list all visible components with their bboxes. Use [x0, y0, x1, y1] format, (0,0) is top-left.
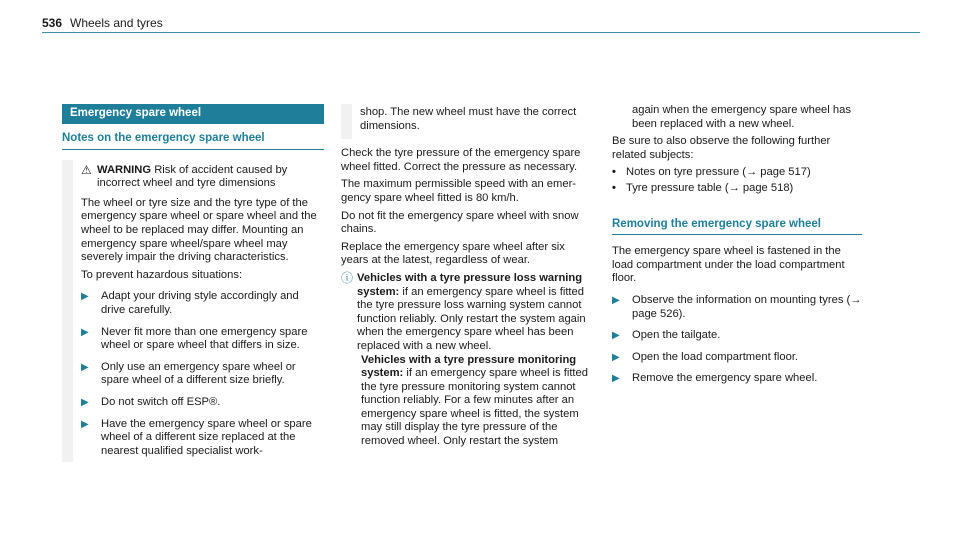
warning-text: Risk of accident caused by incorrect wheel and tyre dimensions [97, 163, 288, 190]
step-arrow-icon: ▶ [81, 418, 89, 430]
paragraph: Do not fit the emergency spare wheel with snow chains. [341, 209, 579, 236]
section-title-bar: Emergency spare wheel [62, 104, 324, 124]
header-rule [42, 32, 920, 33]
warning-step: ▶ Adapt your driving style accordingly and drive carefully. [81, 290, 299, 316]
running-header: Wheels and tyres [70, 16, 163, 30]
column-3 [612, 104, 862, 386]
list-item[interactable]: • Tyre pressure table (→ page 518) [612, 181, 794, 194]
warning-box [62, 160, 324, 463]
step-arrow-icon: ▶ [81, 361, 89, 373]
step-arrow-icon: ▶ [612, 330, 620, 342]
warning-continuation: shop. The new wheel must have the correct dimensions. [341, 104, 595, 139]
warning-step: ▶ Have the emergency spare wheel or spare wheel of a different size replaced at the nearest qualified specialist work- [81, 417, 312, 457]
warning-step: ▶ Do not switch off ESP®. [81, 395, 221, 408]
warning-step: ▶ Never fit more than one emergency spare wheel or spare wheel that differs in size. [81, 325, 308, 352]
paragraph: The emergency spare wheel is fastened in the load compartment under the load compartment floor. [612, 245, 845, 285]
column-1 [62, 104, 324, 462]
page-number: 536 [42, 16, 63, 30]
subsection-heading-removing: Removing the emergency spare wheel [612, 218, 862, 236]
info-continuation: again when the emergency spare wheel has been replaced with a new wheel. [632, 104, 851, 130]
warning-heading [81, 164, 324, 191]
step-arrow-icon: ▶ [612, 351, 620, 363]
info-icon: ⓘ [341, 270, 354, 285]
step-arrow-icon: ▶ [81, 291, 89, 303]
warning-paragraph: The wheel or tyre size and the tyre type of the emergency spare wheel or spare wheel and the wheel to be replaced may differ. Mounting an emergency spare wheel/spare wheel may severely impair the driving characteristics. [81, 196, 317, 264]
warning-triangle-icon: ⚠ [81, 162, 92, 177]
paragraph: Check the tyre pressure of the emergency spare wheel fitted. Correct the pressure as necessary. [341, 147, 581, 173]
warning-label: WARNING [97, 163, 152, 176]
column-2 [341, 104, 595, 449]
instruction-step: ▶ Observe the information on mounting tyres (→ page 526). [612, 293, 862, 320]
list-item[interactable]: • Notes on tyre pressure (→ page 517) [612, 166, 811, 179]
instruction-step: ▶ Open the load compartment floor. [612, 350, 799, 363]
warning-step: ▶ Only use an emergency spare wheel or spare wheel of a different size briefly. [81, 360, 296, 387]
paragraph: Replace the emergency spare wheel after six years at the latest, regardless of wear. [341, 240, 565, 267]
instruction-step: ▶ Open the tailgate. [612, 329, 721, 342]
step-arrow-icon: ▶ [612, 294, 620, 306]
step-arrow-icon: ▶ [81, 396, 89, 408]
paragraph: The maximum permissible speed with an emergency spare wheel fitted is 80 km/h. [341, 178, 577, 204]
step-arrow-icon: ▶ [81, 326, 89, 338]
warning-paragraph-2: To prevent hazardous situations: [81, 268, 243, 281]
info-note-2: Vehicles with a tyre pressure monitoring system: if an emergency spare wheel is fitted the tyre pressure monitoring system cannot function reliably. For a few minutes after an emergency spare wheel is fitted, the system may still display the tyre pressure of the removed wheel. Only restart the system [361, 353, 588, 448]
instruction-step: ▶ Remove the emergency spare wheel. [612, 372, 818, 385]
info-note-1: ⓘ Vehicles with a tyre pressure loss warning system: if an emergency spare wheel is fitted the tyre pressure loss warning system cannot function reliably. Only restart the system again when the emergency spare wheel has been replaced with a new wheel. [341, 270, 586, 352]
subsection-heading: Notes on the emergency spare wheel [62, 132, 324, 150]
step-arrow-icon: ▶ [612, 373, 620, 385]
paragraph: Be sure to also observe the following further related subjects: [612, 135, 831, 161]
